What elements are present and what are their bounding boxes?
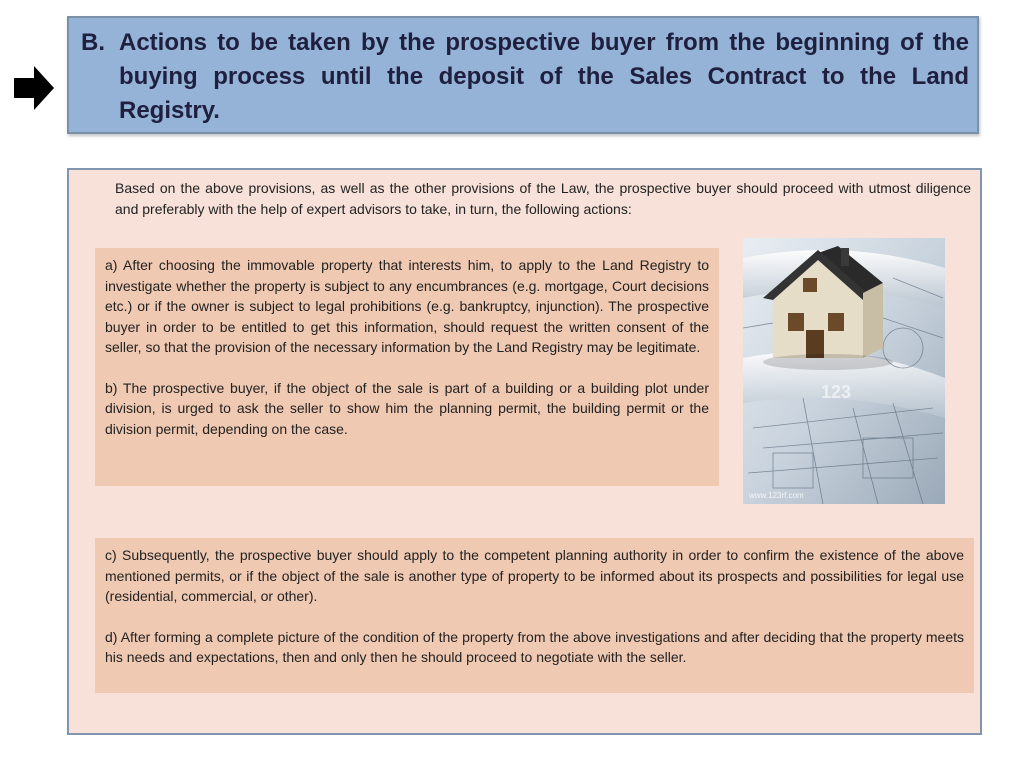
action-a: a) After choosing the immovable property that interests him, to apply to the Land Registry to investigate whether the property is subject to any encumbrances (e.g. mortgage, Court decisions etc.) or if the owner is subject to legal prohibitions (e.g. bankruptcy, injunction). The prospective buyer in order to be entitled to get this information, should request the written consent of the seller, so that the provision of the necessary information by the Land Registry may be legitimate.: [105, 257, 709, 355]
house-blueprint-illustration: [743, 238, 945, 504]
watermark-123: 123: [821, 382, 852, 402]
right-arrow-icon: [14, 66, 54, 110]
actions-ab-box: [95, 248, 719, 486]
content-panel: [67, 168, 982, 735]
action-b: b) The prospective buyer, if the object of the sale is part of a building or a building plot under division, is urged to ask the seller to show him the planning permit, the building permit or the division permit, depending on the case.: [105, 379, 709, 437]
action-d: d) After forming a complete picture of the condition of the property from the above investigations and after deciding that the property meets his needs and expectations, then and only then he should proceed to negotiate with the seller.: [105, 628, 964, 665]
title-letter: B.: [81, 29, 105, 56]
slide-title: Actions to be taken by the prospective buyer from the beginning of the buying process until the deposit of the Sales Contract to the Land Registry.: [119, 29, 969, 124]
title-box: [67, 16, 979, 134]
action-c: c) Subsequently, the prospective buyer should apply to the competent planning authority in order to confirm the existence of the above mentioned permits, or if the object of the sale is another type of property to be informed about its prospects and possibilities for legal use (residential, commercial, or other).: [105, 547, 964, 604]
actions-cd-box: [95, 538, 974, 693]
watermark-url: www.123rf.com: [749, 491, 804, 500]
house-on-blueprints-image: [743, 238, 945, 504]
intro-paragraph: Based on the above provisions, as well as the other provisions of the Law, the prospective buyer should proceed with utmost diligence and preferably with the help of expert advisors to take, in turn, the following actions:: [115, 180, 971, 217]
